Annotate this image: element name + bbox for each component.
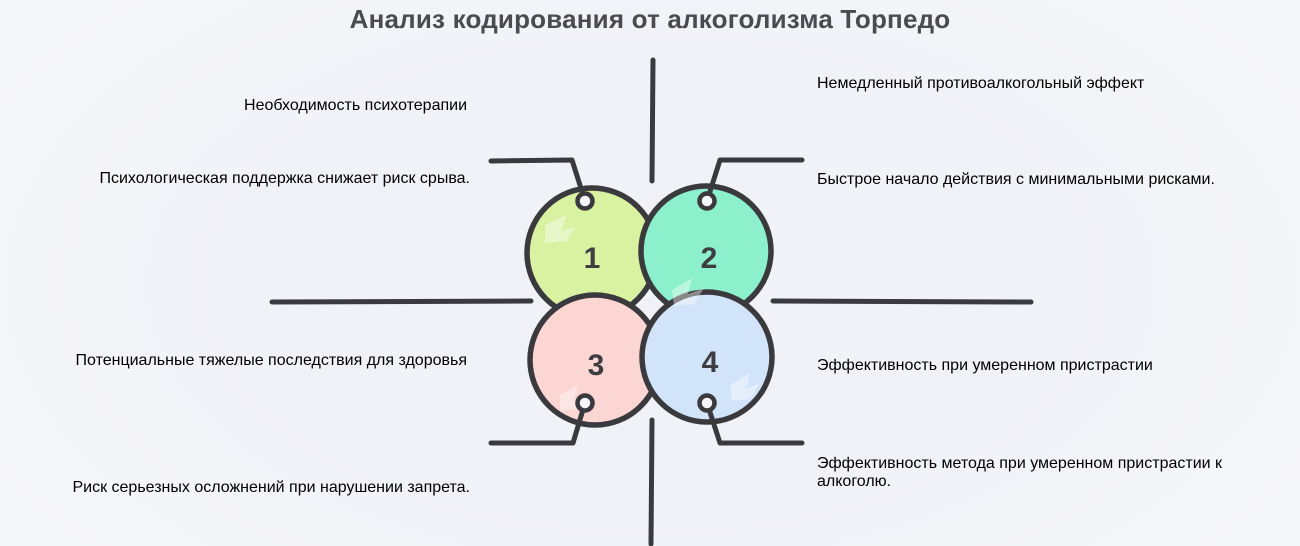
- callout-body-health-consequences: Риск серьезных осложнений при нарушении запрета.: [72, 479, 470, 496]
- connector-dot-4: [700, 396, 715, 411]
- axis-vertical-top: [652, 60, 653, 181]
- axis-horizontal-left: [272, 301, 531, 302]
- connector-dot-3: [578, 396, 593, 411]
- callout-body-psychotherapy: Психологическая поддержка снижает риск срыва.: [99, 170, 470, 187]
- circle-number-1: 1: [583, 242, 601, 275]
- connector-dot-2: [700, 194, 715, 209]
- circle-number-3: 3: [587, 349, 605, 382]
- callout-heading-psychotherapy: Необходимость психотерапии: [244, 97, 467, 114]
- page-title: Анализ кодирования от алкоголизма Торпедо: [349, 4, 951, 34]
- callout-body-immediate-effect: Быстрое начало действия с минимальными рисками.: [817, 171, 1215, 188]
- callout-heading-immediate-effect: Немедленный противоалкогольный эффект: [817, 75, 1145, 92]
- callout-heading-health-consequences: Потенциальные тяжелые последствия для здоровья: [75, 352, 467, 369]
- callout-heading-moderate-addiction: Эффективность при умеренном пристрастии: [817, 357, 1153, 374]
- circle-number-4: 4: [701, 346, 719, 379]
- callout-body-moderate-addiction: Эффективность метода при умеренном пристрастии к алкоголю.: [817, 455, 1223, 490]
- axis-horizontal-right: [773, 301, 1031, 302]
- axis-vertical-bottom: [651, 420, 652, 544]
- connector-dot-1: [578, 194, 593, 209]
- circle-number-2: 2: [700, 242, 718, 275]
